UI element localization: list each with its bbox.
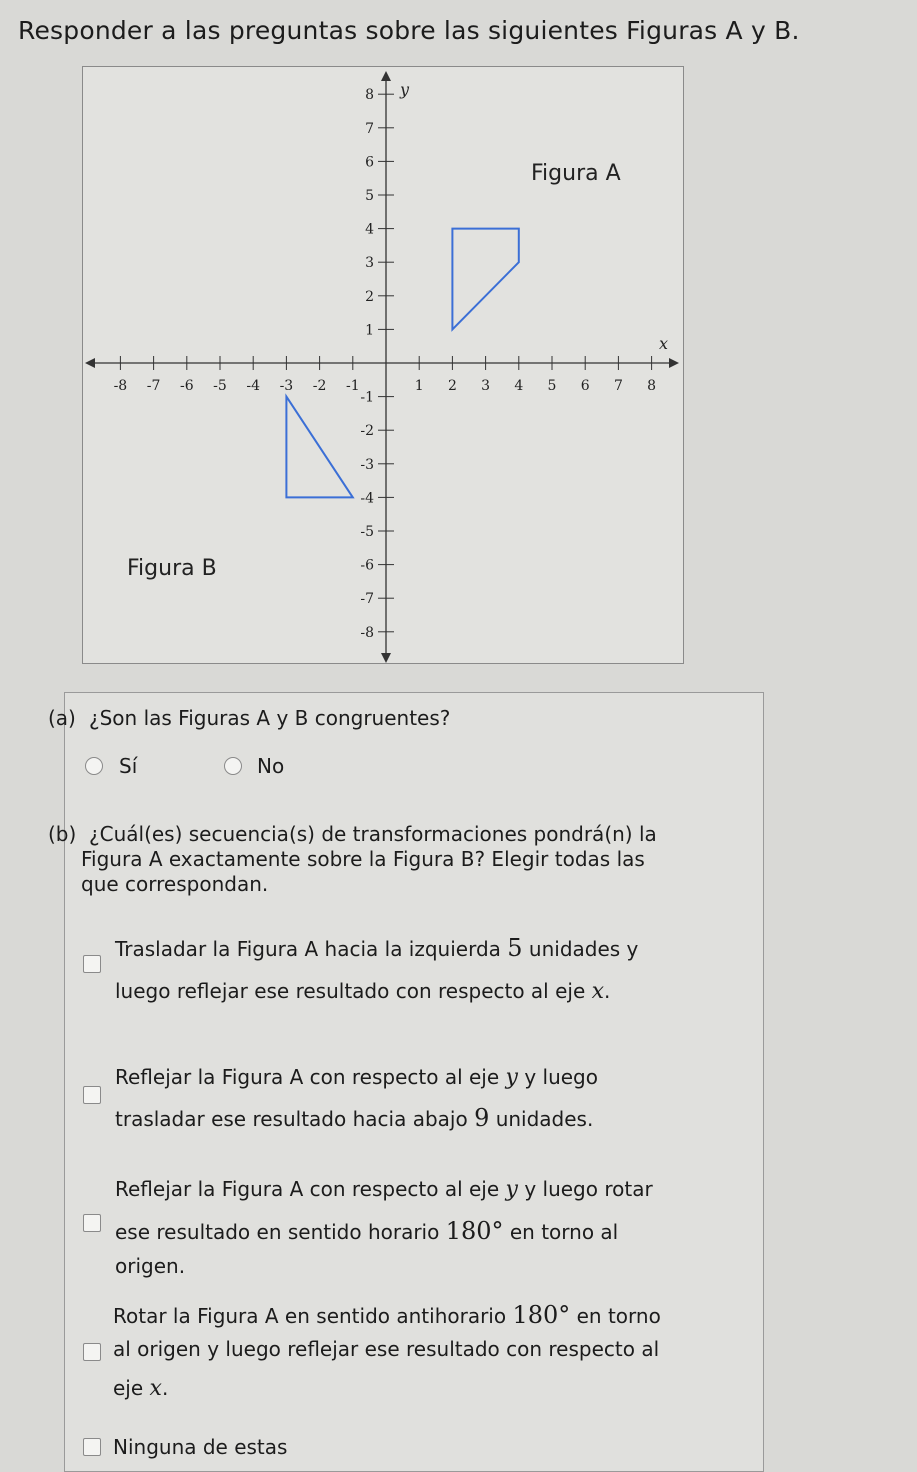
x-tick-label: 1 — [414, 378, 424, 394]
x-tick-label: 2 — [447, 378, 457, 394]
option-4-line-3: eje x. — [113, 1376, 169, 1401]
y-tick-label: -6 — [360, 557, 374, 574]
radio-no[interactable] — [224, 757, 242, 775]
option-5-line-1: Ninguna de estas — [113, 1435, 288, 1459]
option-si-label: Sí — [119, 754, 138, 778]
y-tick-label: -1 — [360, 389, 374, 406]
option-1-line-1: Trasladar la Figura A hacia la izquierda 5 unidades y — [115, 934, 639, 962]
x-tick-label: 7 — [613, 378, 623, 394]
y-tick-label: -2 — [360, 423, 374, 440]
option-3-line-3: origen. — [115, 1254, 186, 1278]
question-a-label: (a) — [48, 706, 76, 730]
option-4-line-1: Rotar la Figura A en sentido antihorario 180° en torno — [113, 1301, 661, 1329]
y-tick-label: -7 — [360, 591, 374, 608]
checkbox-option-5[interactable] — [83, 1438, 101, 1456]
x-tick-label: -5 — [213, 378, 227, 394]
y-tick-label: 8 — [365, 87, 374, 104]
question-panel — [48, 692, 764, 1472]
y-tick-label: -3 — [360, 456, 374, 473]
question-a-text: ¿Son las Figuras A y B congruentes? — [89, 706, 451, 730]
option-1-line-2: luego reflejar ese resultado con respecto al eje x. — [115, 979, 611, 1004]
option-3-line-2: ese resultado en sentido horario 180° en torno al — [115, 1217, 619, 1245]
question-b-label: (b) — [48, 822, 77, 846]
x-axis-arrow-right — [669, 358, 679, 368]
x-tick-label: -2 — [312, 378, 327, 394]
y-tick-label: 6 — [365, 154, 374, 171]
y-tick-label: -5 — [360, 524, 374, 540]
y-tick-label: 7 — [365, 120, 374, 137]
x-tick-label: 6 — [580, 378, 590, 394]
checkbox-option-2[interactable] — [83, 1086, 101, 1104]
y-tick-label: 4 — [365, 221, 374, 238]
y-axis-arrow-down — [381, 653, 391, 663]
y-tick-label: -8 — [360, 624, 374, 641]
checkbox-option-1[interactable] — [83, 955, 101, 973]
x-tick-label: -7 — [146, 378, 161, 394]
x-tick-label: 8 — [647, 378, 657, 394]
option-4-line-2: al origen y luego reflejar ese resultado con respecto al — [113, 1337, 660, 1361]
x-tick-label: -6 — [179, 378, 194, 394]
question-b-text-2: Figura A exactamente sobre la Figura B? Elegir todas las — [81, 847, 645, 871]
checkbox-option-3[interactable] — [83, 1214, 101, 1232]
option-2-line-1: Reflejar la Figura A con respecto al eje y y luego — [115, 1065, 598, 1090]
y-axis-label: y — [400, 80, 410, 99]
x-tick-label: 3 — [481, 378, 491, 394]
figure-b-shape — [286, 397, 352, 498]
x-axis-label: x — [659, 334, 669, 353]
x-tick-label: -3 — [279, 378, 294, 394]
radio-si[interactable] — [85, 757, 103, 775]
x-axis-arrow-left — [85, 358, 95, 368]
y-tick-label: 2 — [365, 288, 374, 305]
question-b-text-3: que correspondan. — [81, 872, 269, 896]
option-3-line-1: Reflejar la Figura A con respecto al eje y y luego rotar — [115, 1177, 653, 1202]
option-no-label: No — [257, 754, 285, 778]
option-2-line-2: trasladar ese resultado hacia abajo 9 unidades. — [115, 1104, 594, 1132]
x-tick-label: -1 — [345, 378, 360, 394]
x-tick-label: -8 — [113, 378, 128, 394]
coordinate-graph — [82, 66, 684, 664]
figure-b-label: Figura B — [127, 556, 217, 581]
question-b-text-1: ¿Cuál(es) secuencia(s) de transformaciones pondrá(n) la — [89, 822, 657, 846]
x-tick-label: -4 — [246, 378, 261, 394]
y-tick-label: 1 — [365, 322, 374, 339]
page-title: Responder a las preguntas sobre las siguientes Figuras A y B. — [18, 16, 800, 45]
x-tick-label: 4 — [514, 378, 524, 394]
figure-a-label: Figura A — [531, 161, 621, 186]
graph-svg — [83, 67, 685, 665]
checkbox-option-4[interactable] — [83, 1343, 101, 1361]
figure-a-shape — [452, 229, 518, 330]
y-tick-label: 3 — [365, 255, 374, 272]
y-tick-label: -4 — [360, 490, 374, 507]
x-tick-label: 5 — [547, 378, 557, 394]
y-axis-arrow-up — [381, 71, 391, 81]
y-tick-label: 5 — [365, 188, 374, 204]
